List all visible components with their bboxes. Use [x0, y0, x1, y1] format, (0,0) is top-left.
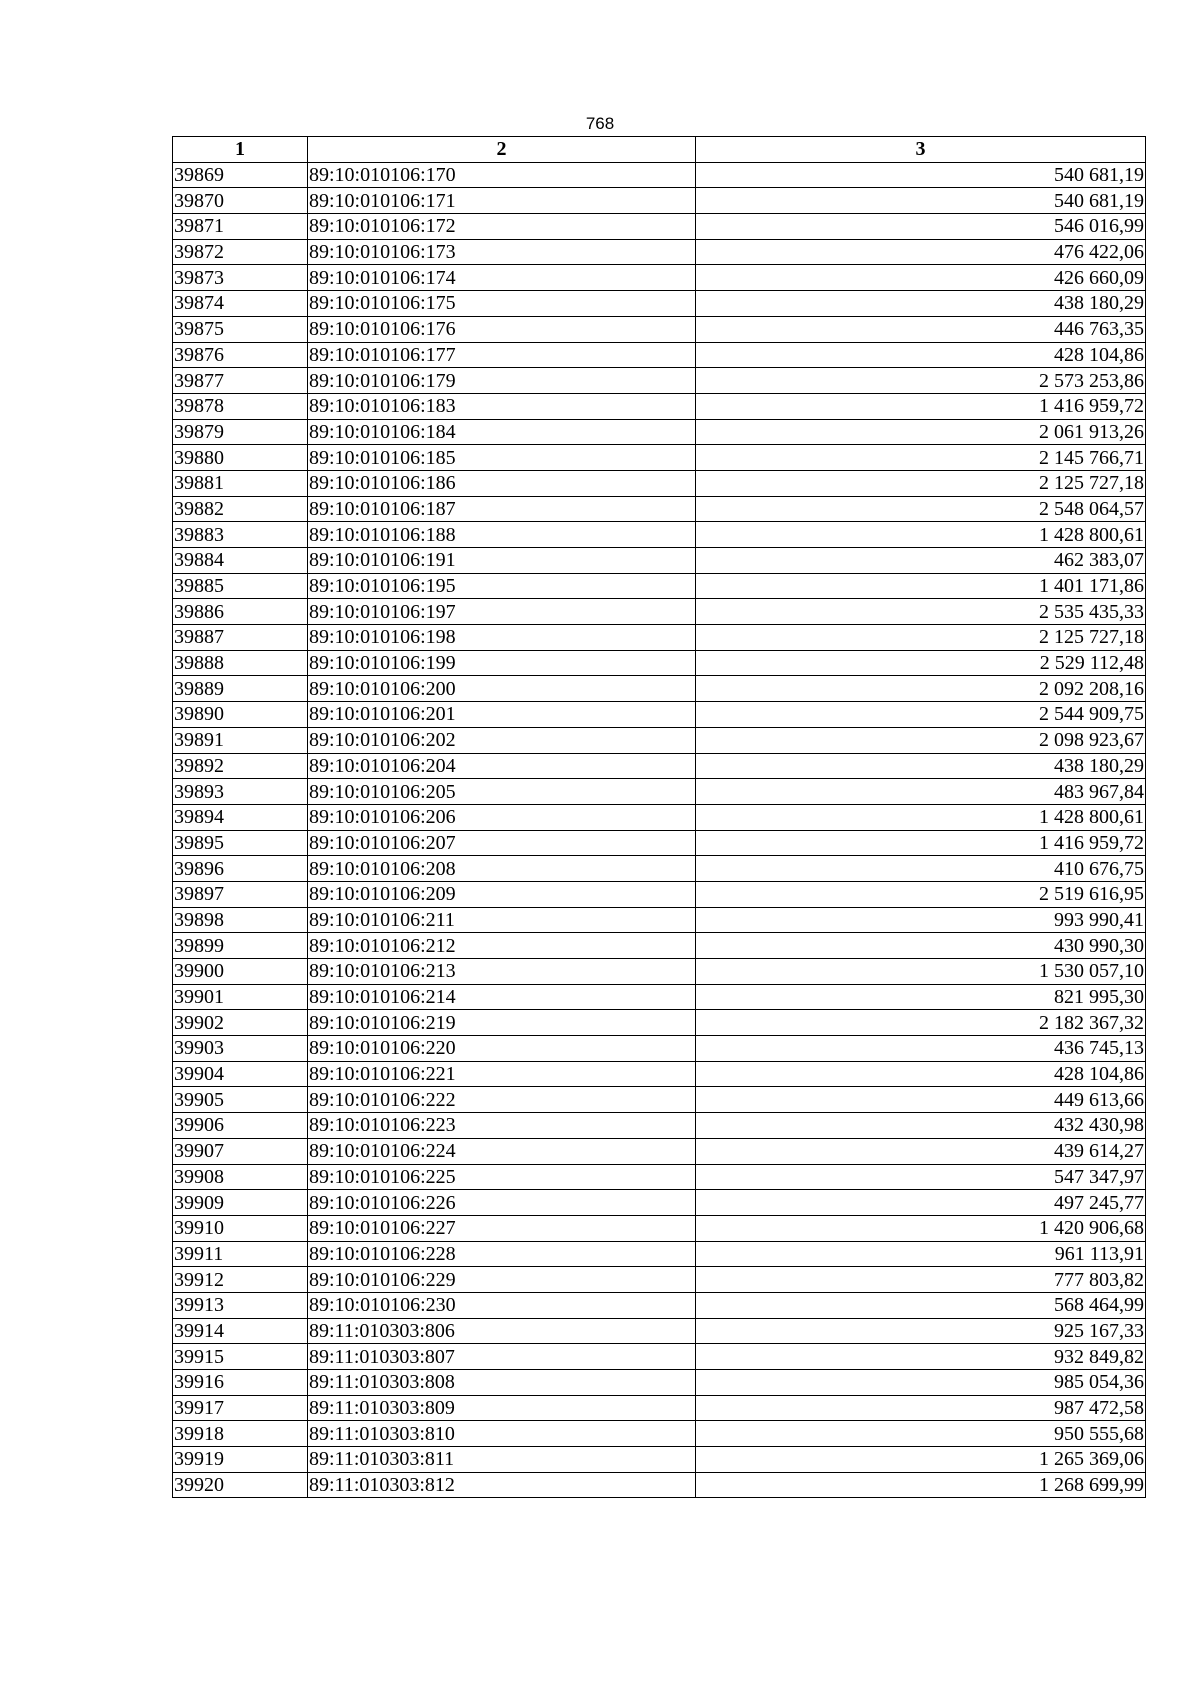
table-row [173, 1267, 1146, 1293]
header-row [173, 137, 1146, 163]
cadastral-number-cell: 89:11:010303:808 [308, 1370, 696, 1396]
row-number-cell: 39912 [173, 1267, 308, 1293]
cadastral-number-cell: 89:10:010106:197 [308, 599, 696, 625]
value-cell: 547 347,97 [696, 1164, 1146, 1190]
row-number-cell: 39891 [173, 727, 308, 753]
row-number-cell: 39869 [173, 162, 308, 188]
value-cell: 1 401 171,86 [696, 573, 1146, 599]
row-number-cell: 39899 [173, 933, 308, 959]
row-number-cell: 39919 [173, 1447, 308, 1473]
row-number-cell: 39900 [173, 959, 308, 985]
cadastral-number-cell: 89:10:010106:213 [308, 959, 696, 985]
table-row [173, 984, 1146, 1010]
value-cell: 439 614,27 [696, 1138, 1146, 1164]
row-number-cell: 39870 [173, 188, 308, 214]
value-cell: 462 383,07 [696, 548, 1146, 574]
cadastral-number-cell: 89:10:010106:170 [308, 162, 696, 188]
cadastral-number-cell: 89:10:010106:185 [308, 445, 696, 471]
row-number-cell: 39894 [173, 804, 308, 830]
cadastral-number-cell: 89:10:010106:174 [308, 265, 696, 291]
row-number-cell: 39916 [173, 1370, 308, 1396]
cadastral-number-cell: 89:10:010106:173 [308, 239, 696, 265]
cadastral-number-cell: 89:10:010106:212 [308, 933, 696, 959]
table-row [173, 1190, 1146, 1216]
table-row [173, 522, 1146, 548]
value-cell: 2 145 766,71 [696, 445, 1146, 471]
value-cell: 438 180,29 [696, 753, 1146, 779]
table-row [173, 1370, 1146, 1396]
row-number-cell: 39898 [173, 907, 308, 933]
cadastral-number-cell: 89:10:010106:208 [308, 856, 696, 882]
table-row [173, 1472, 1146, 1498]
value-cell: 987 472,58 [696, 1395, 1146, 1421]
row-number-cell: 39889 [173, 676, 308, 702]
row-number-cell: 39920 [173, 1472, 308, 1498]
row-number-cell: 39902 [173, 1010, 308, 1036]
row-number-cell: 39913 [173, 1292, 308, 1318]
row-number-cell: 39881 [173, 470, 308, 496]
cadastral-number-cell: 89:10:010106:207 [308, 830, 696, 856]
value-cell: 476 422,06 [696, 239, 1146, 265]
table-row [173, 188, 1146, 214]
row-number-cell: 39890 [173, 702, 308, 728]
cadastral-number-cell: 89:10:010106:204 [308, 753, 696, 779]
value-cell: 540 681,19 [696, 188, 1146, 214]
cadastral-number-cell: 89:10:010106:191 [308, 548, 696, 574]
value-cell: 540 681,19 [696, 162, 1146, 188]
row-number-cell: 39901 [173, 984, 308, 1010]
row-number-cell: 39878 [173, 393, 308, 419]
row-number-cell: 39908 [173, 1164, 308, 1190]
table-row [173, 650, 1146, 676]
table-row [173, 1344, 1146, 1370]
row-number-cell: 39896 [173, 856, 308, 882]
value-cell: 428 104,86 [696, 1061, 1146, 1087]
cadastral-number-cell: 89:10:010106:188 [308, 522, 696, 548]
value-cell: 1 268 699,99 [696, 1472, 1146, 1498]
value-cell: 2 182 367,32 [696, 1010, 1146, 1036]
table-row [173, 1036, 1146, 1062]
row-number-cell: 39906 [173, 1113, 308, 1139]
table-row [173, 291, 1146, 317]
value-cell: 1 428 800,61 [696, 522, 1146, 548]
row-number-cell: 39880 [173, 445, 308, 471]
cadastral-number-cell: 89:10:010106:214 [308, 984, 696, 1010]
table-row [173, 625, 1146, 651]
value-cell: 432 430,98 [696, 1113, 1146, 1139]
table-row [173, 830, 1146, 856]
table-row [173, 676, 1146, 702]
value-cell: 1 428 800,61 [696, 804, 1146, 830]
cadastral-number-cell: 89:11:010303:812 [308, 1472, 696, 1498]
value-cell: 777 803,82 [696, 1267, 1146, 1293]
row-number-cell: 39903 [173, 1036, 308, 1062]
table-row [173, 1447, 1146, 1473]
table-row [173, 573, 1146, 599]
table-row [173, 393, 1146, 419]
cadastral-number-cell: 89:10:010106:229 [308, 1267, 696, 1293]
table-row [173, 548, 1146, 574]
cadastral-number-cell: 89:10:010106:211 [308, 907, 696, 933]
cadastral-number-cell: 89:10:010106:172 [308, 214, 696, 240]
page-number: 768 [585, 114, 615, 133]
table-row [173, 1318, 1146, 1344]
table-row [173, 702, 1146, 728]
value-cell: 932 849,82 [696, 1344, 1146, 1370]
cadastral-number-cell: 89:10:010106:224 [308, 1138, 696, 1164]
row-number-cell: 39905 [173, 1087, 308, 1113]
value-cell: 446 763,35 [696, 316, 1146, 342]
value-cell: 950 555,68 [696, 1421, 1146, 1447]
cadastral-number-cell: 89:10:010106:227 [308, 1215, 696, 1241]
value-cell: 449 613,66 [696, 1087, 1146, 1113]
value-cell: 546 016,99 [696, 214, 1146, 240]
table-row [173, 1395, 1146, 1421]
table-row [173, 316, 1146, 342]
row-number-cell: 39876 [173, 342, 308, 368]
table-row [173, 1292, 1146, 1318]
table-row [173, 907, 1146, 933]
cadastral-number-cell: 89:10:010106:221 [308, 1061, 696, 1087]
cadastral-number-cell: 89:10:010106:199 [308, 650, 696, 676]
row-number-cell: 39882 [173, 496, 308, 522]
value-cell: 2 092 208,16 [696, 676, 1146, 702]
row-number-cell: 39917 [173, 1395, 308, 1421]
value-cell: 993 990,41 [696, 907, 1146, 933]
cadastral-number-cell: 89:10:010106:226 [308, 1190, 696, 1216]
cadastral-number-cell: 89:10:010106:171 [308, 188, 696, 214]
table-row [173, 1010, 1146, 1036]
row-number-cell: 39914 [173, 1318, 308, 1344]
value-cell: 1 265 369,06 [696, 1447, 1146, 1473]
table-row [173, 1087, 1146, 1113]
row-number-cell: 39893 [173, 779, 308, 805]
table-row [173, 727, 1146, 753]
table-row [173, 1421, 1146, 1447]
table-row [173, 496, 1146, 522]
value-cell: 430 990,30 [696, 933, 1146, 959]
cadastral-number-cell: 89:10:010106:219 [308, 1010, 696, 1036]
cadastral-number-cell: 89:10:010106:206 [308, 804, 696, 830]
table-row [173, 239, 1146, 265]
cadastral-number-cell: 89:10:010106:176 [308, 316, 696, 342]
row-number-cell: 39887 [173, 625, 308, 651]
table-row [173, 1061, 1146, 1087]
value-cell: 438 180,29 [696, 291, 1146, 317]
table-row [173, 881, 1146, 907]
value-cell: 2 544 909,75 [696, 702, 1146, 728]
data-table [172, 136, 1146, 1498]
row-number-cell: 39874 [173, 291, 308, 317]
value-cell: 568 464,99 [696, 1292, 1146, 1318]
cadastral-number-cell: 89:10:010106:195 [308, 573, 696, 599]
value-cell: 2 573 253,86 [696, 368, 1146, 394]
value-cell: 2 529 112,48 [696, 650, 1146, 676]
value-cell: 497 245,77 [696, 1190, 1146, 1216]
cadastral-number-cell: 89:10:010106:220 [308, 1036, 696, 1062]
cadastral-number-cell: 89:11:010303:807 [308, 1344, 696, 1370]
column-header-3: 3 [696, 137, 1146, 163]
table-row [173, 470, 1146, 496]
value-cell: 985 054,36 [696, 1370, 1146, 1396]
table-row [173, 804, 1146, 830]
value-cell: 2 535 435,33 [696, 599, 1146, 625]
value-cell: 1 420 906,68 [696, 1215, 1146, 1241]
cadastral-number-cell: 89:11:010303:810 [308, 1421, 696, 1447]
cadastral-number-cell: 89:11:010303:806 [308, 1318, 696, 1344]
value-cell: 821 995,30 [696, 984, 1146, 1010]
table-row [173, 856, 1146, 882]
cadastral-number-cell: 89:11:010303:811 [308, 1447, 696, 1473]
cadastral-number-cell: 89:10:010106:225 [308, 1164, 696, 1190]
value-cell: 410 676,75 [696, 856, 1146, 882]
row-number-cell: 39904 [173, 1061, 308, 1087]
table-row [173, 599, 1146, 625]
row-number-cell: 39872 [173, 239, 308, 265]
table-row [173, 1215, 1146, 1241]
cadastral-number-cell: 89:10:010106:175 [308, 291, 696, 317]
cadastral-number-cell: 89:10:010106:202 [308, 727, 696, 753]
row-number-cell: 39915 [173, 1344, 308, 1370]
value-cell: 436 745,13 [696, 1036, 1146, 1062]
row-number-cell: 39918 [173, 1421, 308, 1447]
column-header-1: 1 [173, 137, 308, 163]
cadastral-number-cell: 89:10:010106:223 [308, 1113, 696, 1139]
table-row [173, 265, 1146, 291]
row-number-cell: 39897 [173, 881, 308, 907]
cadastral-number-cell: 89:10:010106:200 [308, 676, 696, 702]
table-body [173, 162, 1146, 1498]
value-cell: 426 660,09 [696, 265, 1146, 291]
cadastral-number-cell: 89:10:010106:222 [308, 1087, 696, 1113]
row-number-cell: 39883 [173, 522, 308, 548]
table-header [173, 137, 1146, 163]
cadastral-number-cell: 89:10:010106:230 [308, 1292, 696, 1318]
row-number-cell: 39911 [173, 1241, 308, 1267]
row-number-cell: 39895 [173, 830, 308, 856]
cadastral-number-cell: 89:10:010106:201 [308, 702, 696, 728]
table-row [173, 1113, 1146, 1139]
value-cell: 2 519 616,95 [696, 881, 1146, 907]
cadastral-number-cell: 89:10:010106:184 [308, 419, 696, 445]
cadastral-number-cell: 89:10:010106:187 [308, 496, 696, 522]
row-number-cell: 39907 [173, 1138, 308, 1164]
table-row [173, 445, 1146, 471]
table-row [173, 1138, 1146, 1164]
value-cell: 2 098 923,67 [696, 727, 1146, 753]
value-cell: 2 061 913,26 [696, 419, 1146, 445]
value-cell: 925 167,33 [696, 1318, 1146, 1344]
table-row [173, 933, 1146, 959]
row-number-cell: 39873 [173, 265, 308, 291]
value-cell: 1 416 959,72 [696, 830, 1146, 856]
row-number-cell: 39884 [173, 548, 308, 574]
row-number-cell: 39877 [173, 368, 308, 394]
cadastral-number-cell: 89:10:010106:186 [308, 470, 696, 496]
value-cell: 1 416 959,72 [696, 393, 1146, 419]
table-row [173, 959, 1146, 985]
table-row [173, 368, 1146, 394]
row-number-cell: 39875 [173, 316, 308, 342]
row-number-cell: 39909 [173, 1190, 308, 1216]
row-number-cell: 39892 [173, 753, 308, 779]
cadastral-number-cell: 89:10:010106:209 [308, 881, 696, 907]
cadastral-number-cell: 89:10:010106:179 [308, 368, 696, 394]
value-cell: 428 104,86 [696, 342, 1146, 368]
table-row [173, 753, 1146, 779]
row-number-cell: 39879 [173, 419, 308, 445]
row-number-cell: 39910 [173, 1215, 308, 1241]
table-row [173, 342, 1146, 368]
row-number-cell: 39885 [173, 573, 308, 599]
cadastral-number-cell: 89:10:010106:183 [308, 393, 696, 419]
table-row [173, 1241, 1146, 1267]
row-number-cell: 39886 [173, 599, 308, 625]
value-cell: 483 967,84 [696, 779, 1146, 805]
value-cell: 2 125 727,18 [696, 625, 1146, 651]
cadastral-number-cell: 89:10:010106:228 [308, 1241, 696, 1267]
row-number-cell: 39871 [173, 214, 308, 240]
value-cell: 1 530 057,10 [696, 959, 1146, 985]
table-row [173, 162, 1146, 188]
value-cell: 2 548 064,57 [696, 496, 1146, 522]
cadastral-number-cell: 89:10:010106:177 [308, 342, 696, 368]
row-number-cell: 39888 [173, 650, 308, 676]
value-cell: 2 125 727,18 [696, 470, 1146, 496]
cadastral-number-cell: 89:10:010106:205 [308, 779, 696, 805]
table-row [173, 1164, 1146, 1190]
cadastral-number-cell: 89:11:010303:809 [308, 1395, 696, 1421]
cadastral-number-cell: 89:10:010106:198 [308, 625, 696, 651]
table-row [173, 214, 1146, 240]
value-cell: 961 113,91 [696, 1241, 1146, 1267]
column-header-2: 2 [308, 137, 696, 163]
table-row [173, 779, 1146, 805]
table-row [173, 419, 1146, 445]
